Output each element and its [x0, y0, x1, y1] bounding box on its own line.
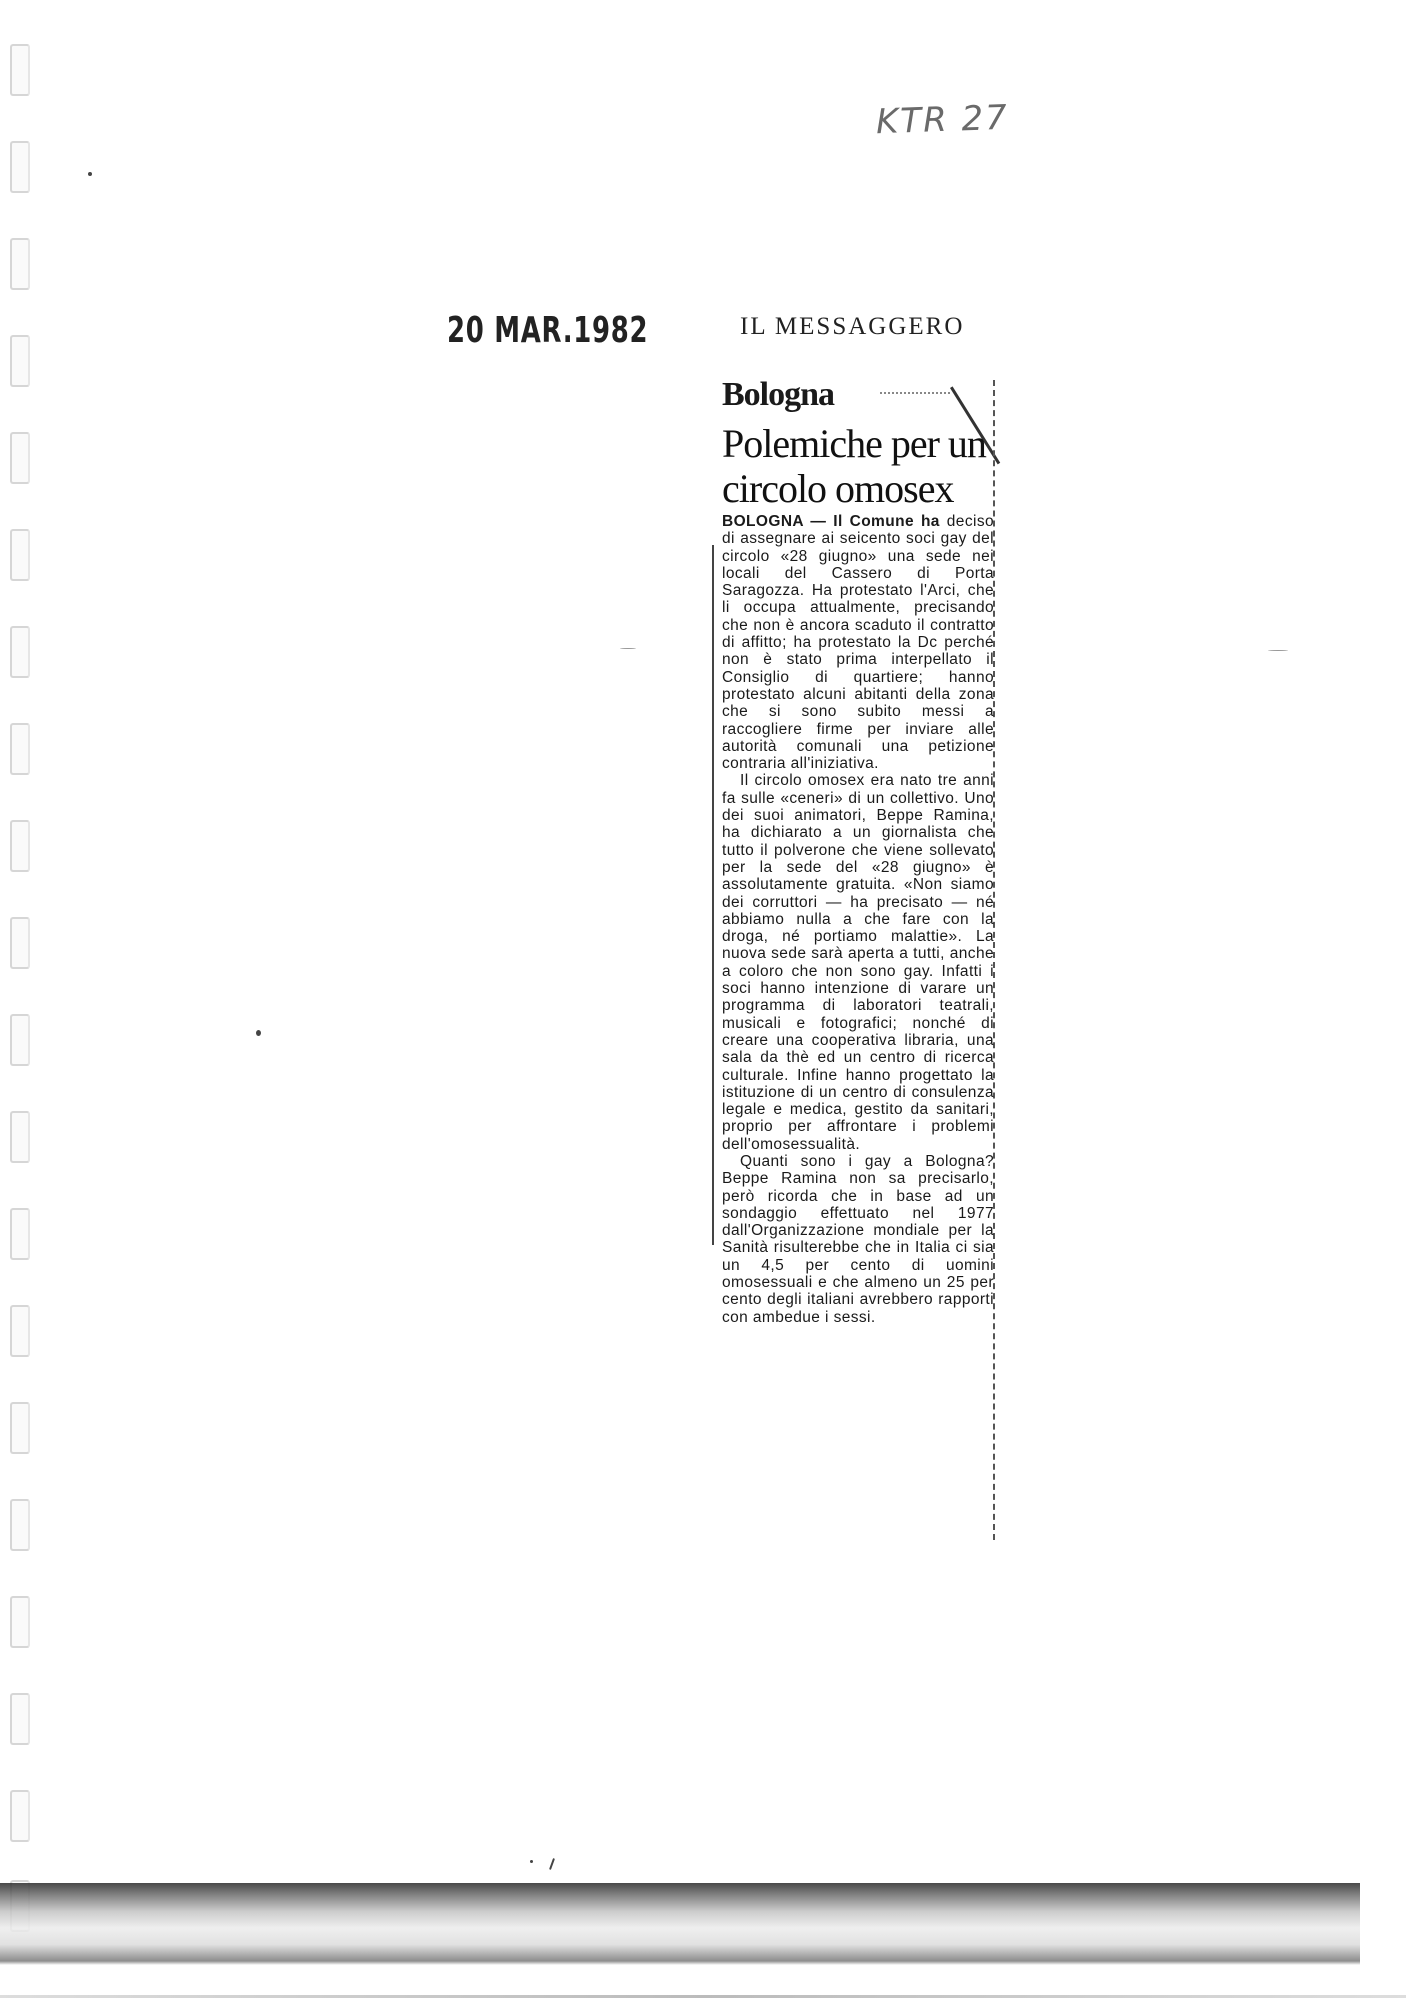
punch-hole [10, 1693, 30, 1745]
punch-hole [10, 723, 30, 775]
punch-hole [10, 529, 30, 581]
punch-hole [10, 917, 30, 969]
date-stamp: 20 MAR.1982 [447, 310, 649, 351]
news-article [712, 375, 994, 1326]
article-paragraph: BOLOGNA — Il Comune ha deciso di assegnare ai seicento soci gay del circolo «28 giugno» una sede nei locali del Cassero di Porta Saragozza. Ha protestato l'Arci, che li occupa attualmente, precisando che non è ancora scaduto il contratto di affitto; ha protestato la Dc perché non è stato prima interpellato il Consiglio di quartiere; hanno protestato alcuni abitanti della zona che si sono subito messi a raccogliere firme per inviare alle autorità comunali una petizione contraria all'iniziativa. [722, 513, 994, 773]
punch-hole [10, 335, 30, 387]
scan-speck [549, 1858, 555, 1870]
scan-speck [256, 1030, 261, 1036]
punch-hole [10, 1499, 30, 1551]
punch-hole [10, 238, 30, 290]
punch-hole [10, 432, 30, 484]
punch-hole [10, 1111, 30, 1163]
article-headline: Polemiche per un circolo omosex [722, 421, 986, 511]
punch-hole [10, 1790, 30, 1842]
scan-speck [88, 172, 92, 176]
scan-speck [530, 1860, 533, 1863]
article-body [722, 513, 994, 1326]
scanner-bottom-edge [0, 1995, 1406, 1998]
scan-speck [620, 648, 636, 649]
article-paragraph: Quanti sono i gay a Bologna? Beppe Ramina non sa precisarlo, però ricorda che in base ad un sondaggio effettuato nel 1977 dall'Organizzazione mondiale per la Sanità risulterebbe che in Italia ci sia un 4,5 per cento di uomini omosessuali e che almeno un 25 per cento degli italiani avrebbero rapporti con ambedue i sessi. [722, 1152, 994, 1326]
punch-hole [10, 1402, 30, 1454]
article-kicker: Bologna [722, 376, 835, 413]
punch-hole [10, 1014, 30, 1066]
handwritten-archive-note: KTR 27 [875, 97, 1010, 143]
scanner-edge-shadow [0, 1883, 1360, 1965]
punch-hole [10, 141, 30, 193]
punch-hole [10, 1305, 30, 1357]
punch-hole [10, 820, 30, 872]
punch-hole [10, 1208, 30, 1260]
article-dateline: BOLOGNA — Il Comune ha [722, 513, 940, 530]
newspaper-masthead: IL MESSAGGERO [740, 313, 965, 340]
article-paragraph: Il circolo omosex era nato tre anni fa sulle «ceneri» di un collettivo. Uno dei suoi animatori, Beppe Ramina, ha dichiarato a un giornalista che tutto il polverone che viene sollevato per la sede del «28 giugno» è assolutamente gratuita. «Non siamo dei corruttori — ha precisato — né abbiamo nulla a che fare con la droga, né portiamo malattie». La nuova sede sarà aperta a tutti, anche a coloro che non sono gay. Infatti i soci hanno intenzione di varare un programma di laboratori teatrali, musicali e fotografici; nonché di creare una cooperativa libraria, una sala da thè ed un centro di ricerca culturale. Infine hanno progettato la istituzione di un centro di consulenza legale e medica, gestito da sanitari, proprio per affrontare i problemi dell'omosessualità. [722, 772, 994, 1153]
punch-hole [10, 626, 30, 678]
punch-hole [10, 44, 30, 96]
scan-speck [1268, 650, 1288, 651]
punch-hole [10, 1596, 30, 1648]
